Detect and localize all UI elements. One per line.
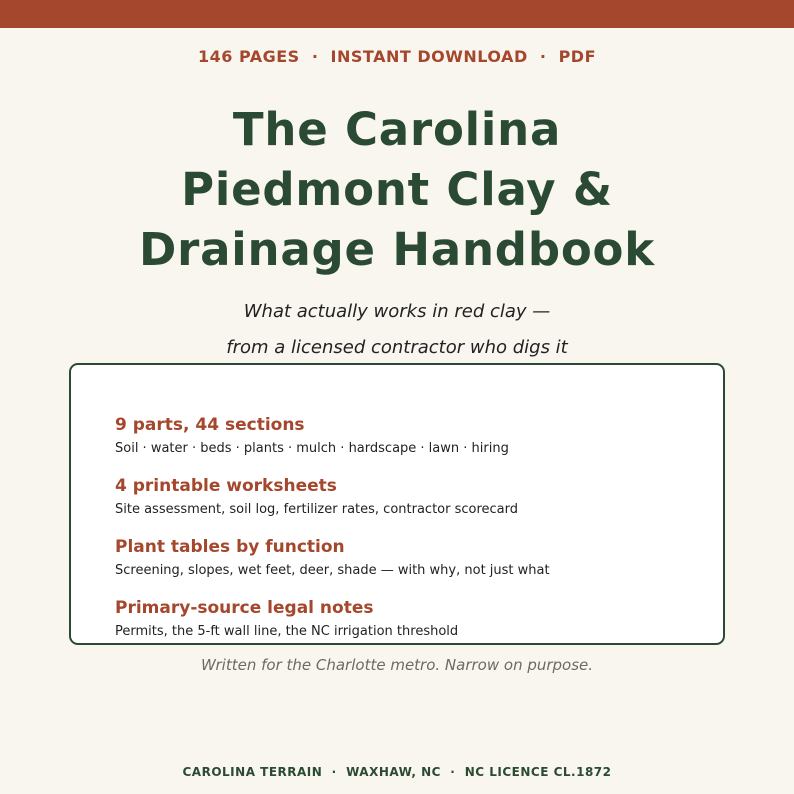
feature-item [115, 537, 550, 578]
feature-item [115, 476, 518, 517]
footer-credits: CAROLINA TERRAIN · WAXHAW, NC · NC LICENCE CL.1872 [182, 765, 612, 779]
subtitle-line: What actually works in red clay — [243, 301, 551, 322]
page-title [0, 100, 794, 280]
tagline: Written for the Charlotte metro. Narrow on purpose. [200, 656, 594, 674]
feature-title: Primary-source legal notes [115, 598, 374, 618]
product-meta: 146 PAGES · INSTANT DOWNLOAD · PDF [197, 47, 597, 66]
title-line: Drainage Handbook [139, 223, 655, 276]
feature-description: Site assessment, soil log, fertilizer rates, contractor scorecard [115, 502, 519, 517]
features-card [69, 363, 725, 645]
title-line: The Carolina [232, 103, 562, 156]
feature-title: 9 parts, 44 sections [115, 415, 305, 435]
title-line: Piedmont Clay & [181, 163, 613, 216]
feature-title: 4 printable worksheets [115, 476, 337, 496]
subtitle-line: from a licensed contractor who digs it [226, 337, 568, 358]
feature-description: Soil · water · beds · plants · mulch · hardscape · lawn · hiring [115, 441, 509, 456]
feature-item [115, 598, 458, 639]
subtitle [0, 294, 794, 366]
feature-description: Screening, slopes, wet feet, deer, shade — with why, not just what [115, 563, 550, 578]
feature-title: Plant tables by function [115, 537, 345, 557]
feature-description: Permits, the 5-ft wall line, the NC irrigation threshold [115, 624, 459, 639]
feature-item [115, 415, 509, 456]
top-accent-bar [0, 0, 794, 28]
